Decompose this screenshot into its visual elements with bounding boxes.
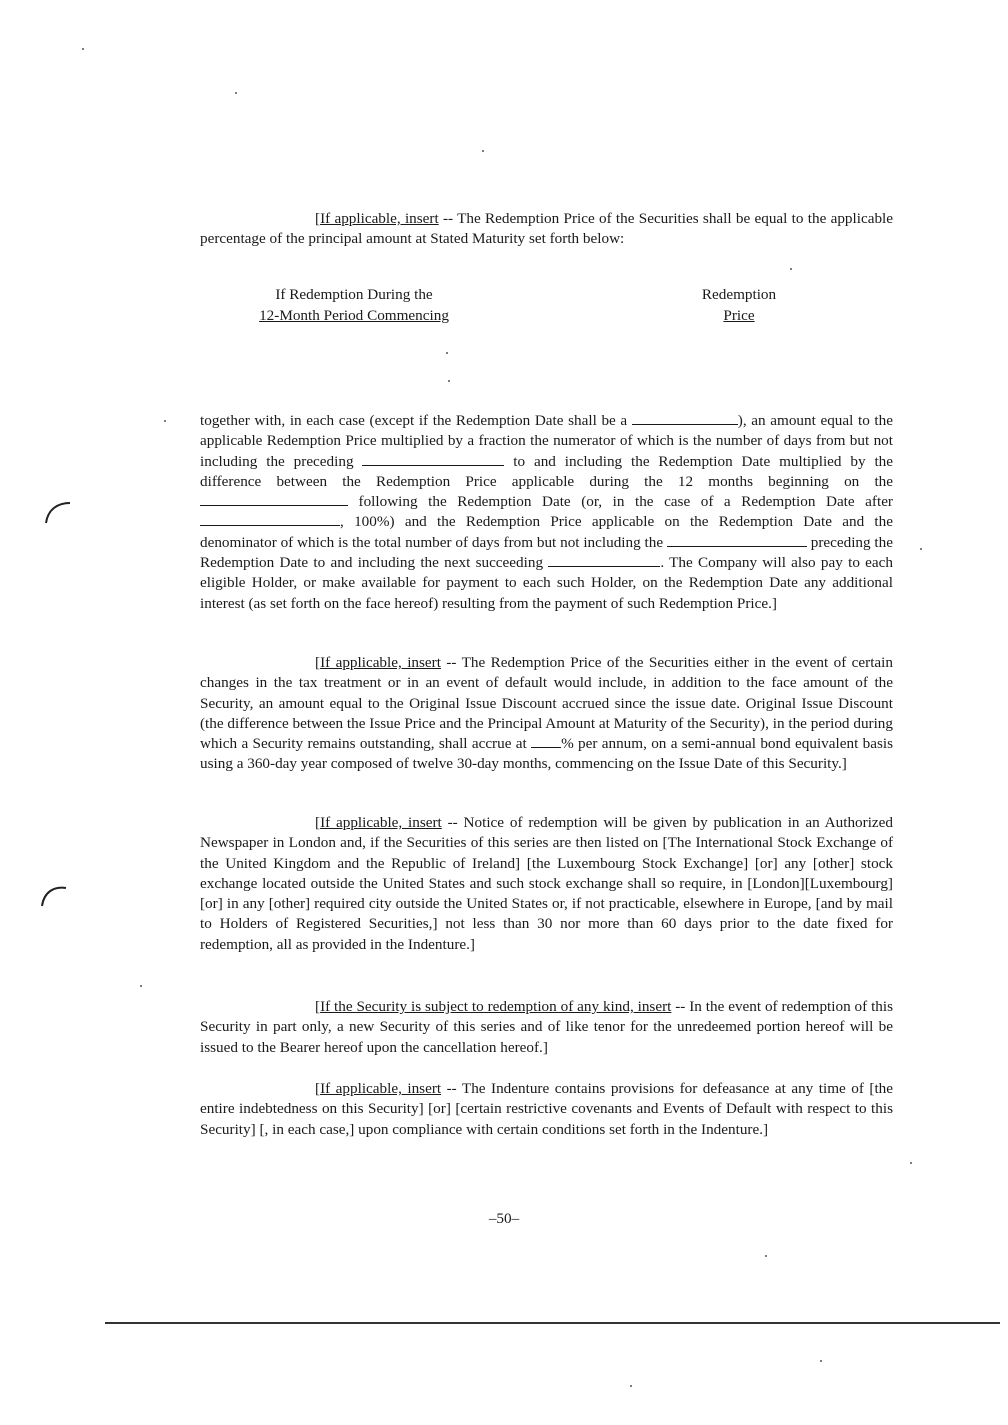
scan-speck — [82, 48, 84, 50]
insert-tag: If applicable, insert — [320, 814, 442, 831]
redemption-period-header: If Redemption During the 12-Month Period Commencing — [259, 286, 449, 324]
redemption-price-header: Redemption Price — [701, 286, 777, 324]
scan-speck — [482, 150, 484, 152]
original-issue-discount-paragraph: [If applicable, insert -- The Redemption Price of the Securities either in the event of certain changes in the tax treatment or in an event of default would include, in addition to the face amount of the Security, an amount equal to the Original Issue Discount accrued since the issue date. Original Issue Discount (the difference between the Issue Price and the Principal Amount at Maturity of the Security), in the period during which a Security remains outstanding, shall accrue at % per annum, on a semi-annual bond equivalent basis using a 360-day year composed of twelve 30-day months, commencing on the Issue Date of this Security.] — [200, 654, 893, 773]
insert-tag: If applicable, insert — [320, 1080, 442, 1097]
redemption-calculation-paragraph: together with, in each case (except if the Redemption Date shall be a ), an amount equal to the applicable Redemption Price multiplied by a fraction the numerator of which is the number of days from but not including the preceding to and including the Redemption Date multiplied by the difference between the Redemption Price applicable during the 12 months beginning on the following the Redemption Date (or, in the case of a Redemption Date after , 100%) and the Redemption Price applicable on the Redemption Date and the denominator of which is the total number of days from but not including the preceding the Redemption Date to and including the next succeeding . The Company will also pay to each eligible Holder, or make available for payment to each such Holder, on the Redemption Date any additional interest (as set forth on the face hereof) resulting from the payment of such Redemption Price.] — [200, 412, 894, 612]
intro-paragraph: [If applicable, insert -- The Redemption Price of the Securities shall be equal to the applicable percentage of the principal amount at Stated Maturity set forth below: — [200, 210, 894, 248]
scan-speck — [920, 548, 922, 550]
scan-speck — [765, 1255, 767, 1257]
scan-speck — [446, 352, 448, 354]
scan-speck — [820, 1360, 822, 1362]
scan-mark-top — [40, 495, 80, 535]
page-bottom-rule — [105, 1322, 1000, 1324]
defeasance-paragraph: [If applicable, insert -- The Indenture contains provisions for defeasance at any time of [the entire indebtedness on this Security] [or] [certain restrictive covenants and Events of Default with respect to this Security] [, in each case,] upon compliance with certain conditions set forth in the Indenture.] — [200, 1080, 894, 1138]
insert-tag: If applicable, insert — [320, 210, 439, 227]
scan-speck — [630, 1385, 632, 1387]
notice-of-redemption-paragraph: [If applicable, insert -- Notice of redemption will be given by publication in an Authorized Newspaper in London and, if the Securities of this series are then listed on [The International Stock Exchange of the United Kingdom and the Republic of Ireland] [the Luxembourg Stock Exchange] [or] any [other] stock exchange located outside the United States and such stock exchange shall so require, in [London][Luxembourg] [or] in any [other] required city outside the United States or, if not practicable, elsewhere in Europe, [and by mail to Holders of Registered Securities,] not less than 30 nor more than 60 days prior to the date fixed for redemption, all as provided in the Indenture.] — [200, 814, 893, 953]
scan-mark-bottom — [34, 880, 74, 920]
insert-tag: If the Security is subject to redemption of any kind, insert — [320, 998, 672, 1015]
page-number: –50– — [488, 1210, 520, 1227]
insert-tag: If applicable, insert — [320, 654, 441, 671]
scan-speck — [140, 985, 142, 987]
scan-speck — [910, 1162, 912, 1164]
scan-speck — [790, 268, 792, 270]
scan-speck — [164, 420, 166, 422]
scan-speck — [235, 92, 237, 94]
scan-speck — [448, 380, 450, 382]
partial-redemption-paragraph: [If the Security is subject to redemption of any kind, insert -- In the event of redemption of this Security in part only, a new Security of this series and of like tenor for the unredeemed portion hereof will be issued to the Bearer hereof upon the cancellation hereof.] — [200, 998, 894, 1056]
